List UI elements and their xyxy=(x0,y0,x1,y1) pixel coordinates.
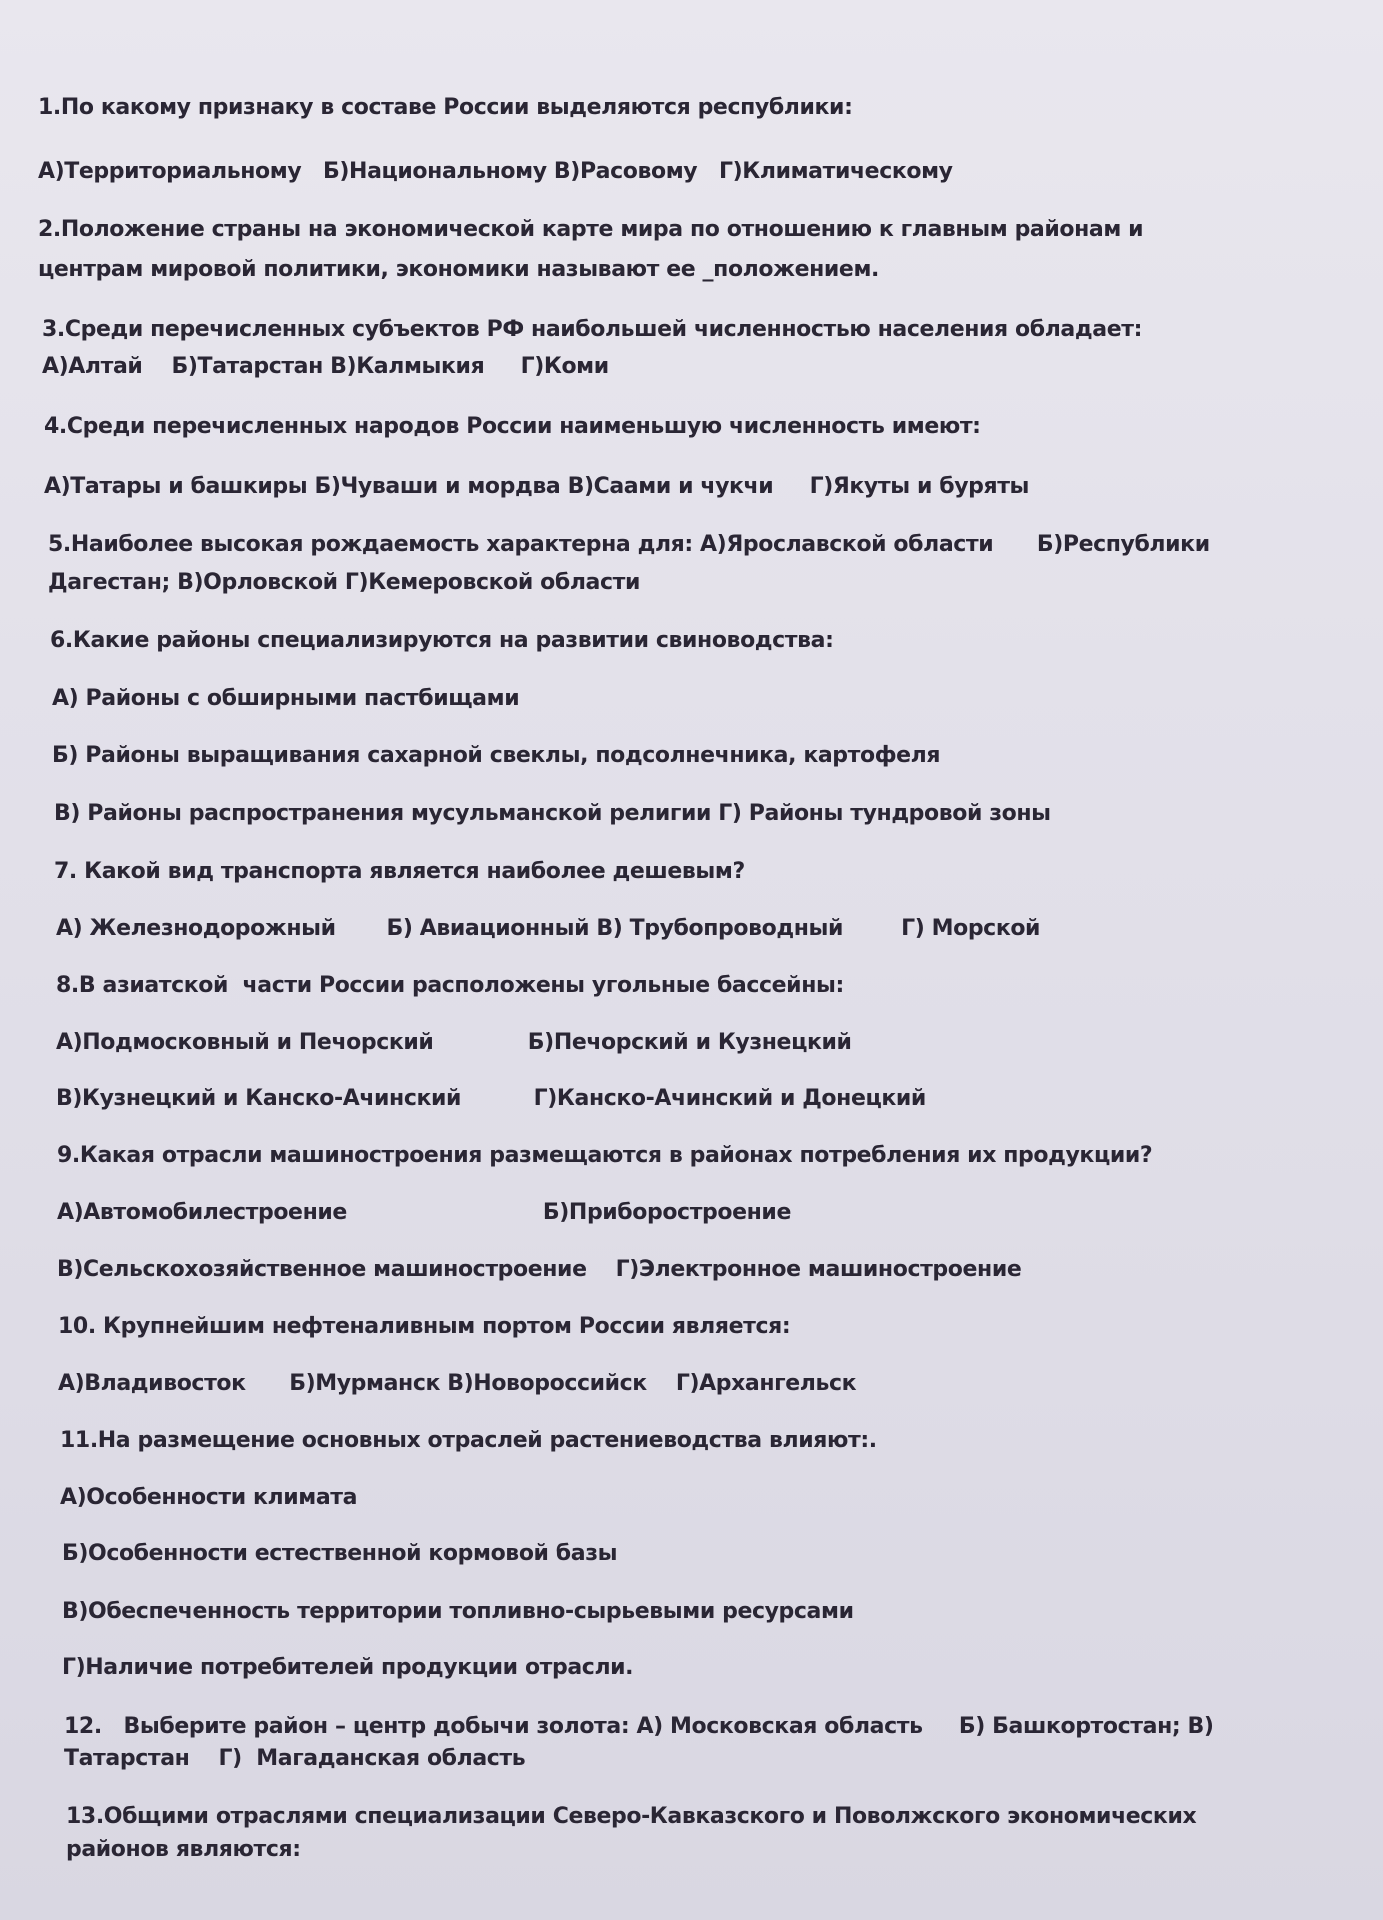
question-9-options-vg: В)Сельскохозяйственное машиностроение Г)Электронное машиностроение xyxy=(57,1257,1022,1282)
question-3-text: 3.Среди перечисленных субъектов РФ наибольшей численностью населения обладает: xyxy=(42,317,1142,342)
question-11-option-v: В)Обеспеченность территории топливно-сырьевыми ресурсами xyxy=(62,1599,854,1624)
question-13-line-1: 13.Общими отраслями специализации Северо-Кавказского и Поволжского экономических xyxy=(66,1804,1197,1829)
question-8-options-vg: В)Кузнецкий и Канско-Ачинский Г)Канско-Ачинский и Донецкий xyxy=(56,1086,926,1111)
question-4-options: А)Татары и башкиры Б)Чуваши и мордва В)Саами и чукчи Г)Якуты и буряты xyxy=(44,474,1030,499)
question-4-text: 4.Среди перечисленных народов России наименьшую численность имеют: xyxy=(44,414,981,439)
question-10-options: А)Владивосток Б)Мурманск В)Новороссийск Г)Архангельск xyxy=(58,1371,857,1396)
question-13-line-2: районов являются: xyxy=(66,1837,301,1862)
question-11-option-b: Б)Особенности естественной кормовой базы xyxy=(62,1541,618,1566)
question-12-line-1: 12. Выберите район – центр добычи золота: А) Московская область Б) Башкортостан; В) xyxy=(64,1714,1214,1739)
question-7-text: 7. Какой вид транспорта является наиболее дешевым? xyxy=(54,859,745,884)
question-8-text: 8.В азиатской части России расположены угольные бассейны: xyxy=(56,973,844,998)
question-9-text: 9.Какая отрасли машиностроения размещаются в районах потребления их продукции? xyxy=(57,1143,1153,1168)
question-6-option-a: А) Районы с обширными пастбищами xyxy=(52,686,520,711)
question-5-line-1: 5.Наиболее высокая рождаемость характерна для: А)Ярославской области Б)Республики xyxy=(48,532,1210,557)
question-7-options: А) Железнодорожный Б) Авиационный В) Трубопроводный Г) Морской xyxy=(56,916,1041,941)
question-3-options: А)Алтай Б)Татарстан В)Калмыкия Г)Коми xyxy=(42,354,609,379)
question-1-text: 1.По какому признаку в составе России выделяются республики: xyxy=(38,95,853,120)
question-11-option-g: Г)Наличие потребителей продукции отрасли. xyxy=(62,1655,634,1680)
question-8-options-ab: А)Подмосковный и Печорский Б)Печорский и Кузнецкий xyxy=(56,1030,852,1055)
question-10-text: 10. Крупнейшим нефтеналивным портом России является: xyxy=(58,1314,791,1339)
question-2-line-2: центрам мировой политики, экономики называют ее _положением. xyxy=(38,257,879,282)
question-6-text: 6.Какие районы специализируются на развитии свиноводства: xyxy=(50,628,834,653)
question-1-options: А)Территориальному Б)Национальному В)Расовому Г)Климатическому xyxy=(38,159,953,184)
question-6-option-vg: В) Районы распространения мусульманской религии Г) Районы тундровой зоны xyxy=(54,801,1051,826)
question-12-line-2: Татарстан Г) Магаданская область xyxy=(64,1746,526,1771)
question-11-text: 11.На размещение основных отраслей растениеводства влияют:. xyxy=(60,1428,877,1453)
question-11-option-a: А)Особенности климата xyxy=(60,1485,358,1510)
question-5-line-2: Дагестан; В)Орловской Г)Кемеровской области xyxy=(48,570,641,595)
question-9-options-ab: А)Автомобилестроение Б)Приборостроение xyxy=(57,1200,791,1225)
question-2-line-1: 2.Положение страны на экономической карте мира по отношению к главным районам и xyxy=(38,217,1144,242)
question-6-option-b: Б) Районы выращивания сахарной свеклы, подсолнечника, картофеля xyxy=(52,743,941,768)
